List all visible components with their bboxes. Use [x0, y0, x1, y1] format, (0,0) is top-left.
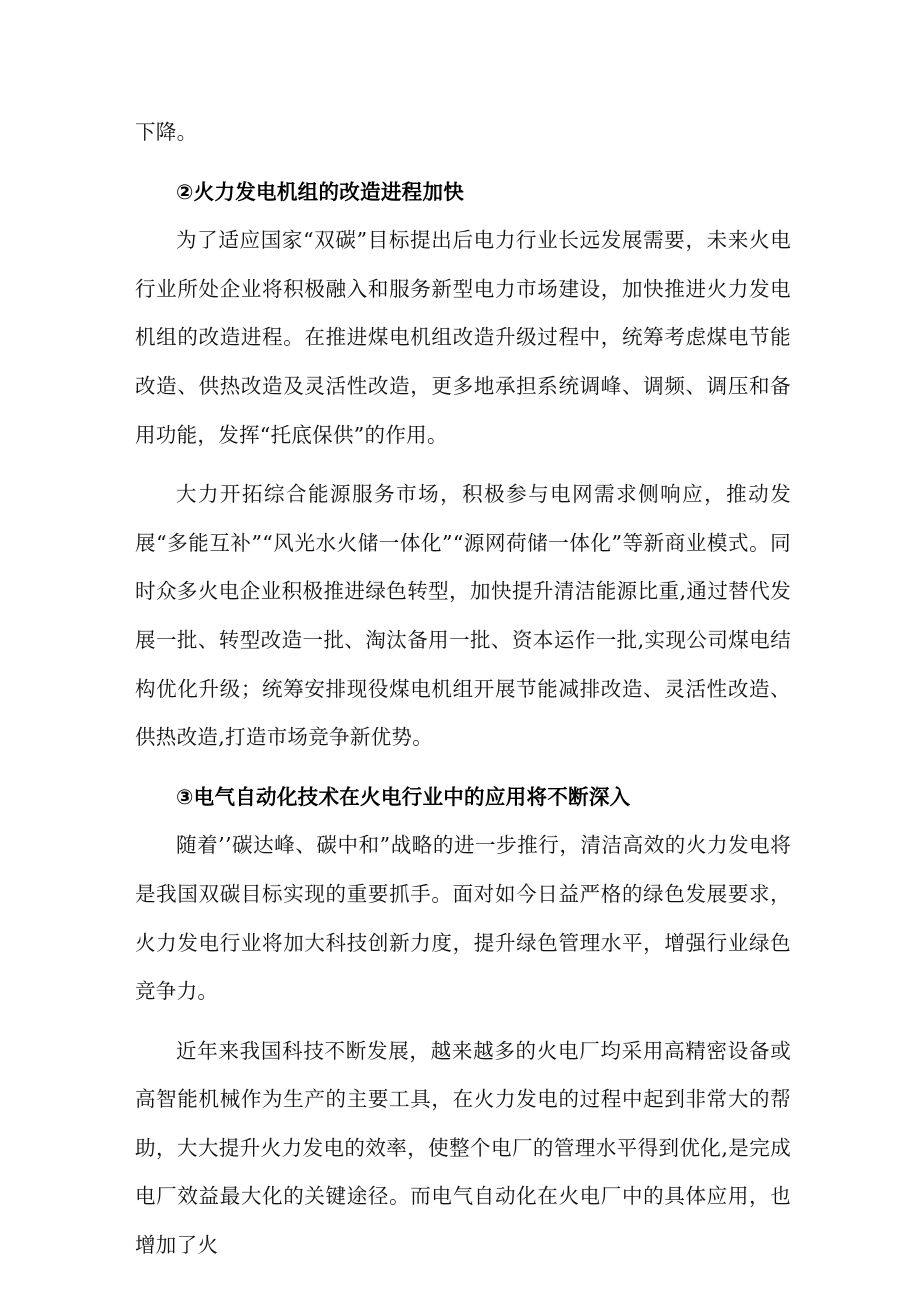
- section-heading-3: ③电气自动化技术在火电行业中的应用将不断深入: [176, 784, 631, 809]
- paragraph-gap: [135, 459, 791, 470]
- paragraph-gap: [135, 157, 791, 168]
- paragraph-gap: [135, 1016, 791, 1027]
- paragraph-technology: 近年来我国科技不断发展，越来越多的火电厂均采用高精密设备或高智能机械作为生产的主要工具，在火力发电的过程中起到非常大的帮助，大大提升火力发电的效率，使整个电厂的管理水平得到优化,是完成电厂效益最大化的关键途径。而电气自动化在火电厂中的具体应用，也增加了火: [135, 1038, 791, 1258]
- paragraph-continuation: 下降。: [135, 120, 198, 144]
- document-body: [135, 108, 791, 1270]
- paragraph-unit-retrofit: 为了适应国家“双碳”目标提出后电力行业长远发展需要，未来火电行业所处企业将积极融入和服务新型电力市场建设，加快推进火力发电机组的改造进程。在推进煤电机组改造升级过程中，统筹考虑煤电节能改造、供热改造及灵活性改造，更多地承担系统调峰、调频、调压和备用功能，发挥“托底保供”的作用。: [135, 228, 791, 447]
- paragraph-energy-services: 大力开拓综合能源服务市场，积极参与电网需求侧响应，推动发展“多能互补”“风光水火储一体化”“源网荷储一体化”等新商业模式。同时众多火电企业积极推进绿色转型，加快提升清洁能源比重,通过替代发展一批、转型改造一批、淘汰备用一批、资本运作一批,实现公司煤电结构优化升级；统筹安排现役煤电机组开展节能减排改造、灵活性改造、供热改造,打造市场竞争新优势。: [135, 482, 791, 750]
- paragraph-gap: [135, 762, 791, 773]
- paragraph-carbon-goals: 随着’’碳达峰、碳中和”战略的进一步推行，清洁高效的火力发电将是我国双碳目标实现的重要抓手。面对如今日益严格的绿色发展要求，火力发电行业将加大科技创新力度，提升绿色管理水平，增强行业绿色竞争力。: [135, 833, 791, 1004]
- section-heading-2: ②火力发电机组的改造进程加快: [176, 179, 465, 204]
